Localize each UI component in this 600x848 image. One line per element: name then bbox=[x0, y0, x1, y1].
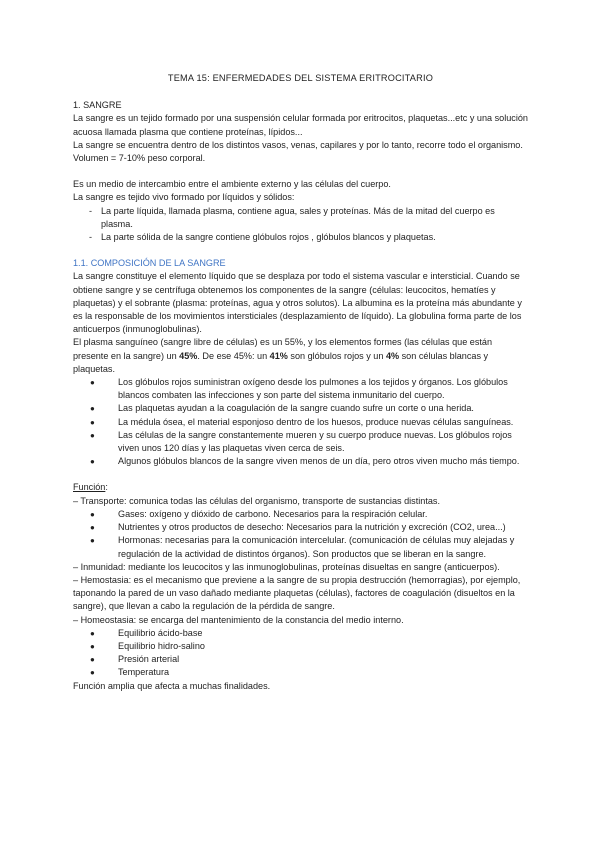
bullet-marker: ● bbox=[90, 430, 95, 440]
document-title: TEMA 15: ENFERMEDADES DEL SISTEMA ERITROCITARIO bbox=[167, 73, 434, 83]
bullet-marker: ● bbox=[90, 668, 95, 678]
bullet-marker: ● bbox=[90, 523, 95, 533]
paragraph-transporte: – Transporte: comunica todas las células del organismo, transporte de sustancias distintas. bbox=[73, 495, 440, 506]
list-item: ● Presión arterial bbox=[73, 653, 528, 666]
bullet-marker: ● bbox=[90, 641, 95, 651]
bullet-marker: ● bbox=[90, 404, 95, 414]
list-item: ● Temperatura bbox=[73, 666, 528, 679]
list-item: ● Nutrientes y otros productos de desecho: Necesarios para la nutrición y excreción (CO2, urea...) bbox=[73, 521, 528, 534]
section-heading-composicion: 1.1. COMPOSICIÓN DE LA SANGRE bbox=[73, 258, 226, 269]
list-item: ● Las células de la sangre constantemente mueren y su cuerpo produce nuevas. Los glóbulos rojos viven unos 120 días y las plaquetas viven cerca de seis. bbox=[90, 429, 512, 454]
paragraph: El plasma sanguíneo (sangre libre de células) es un 55%, y los elementos formes (las células que están presente en la sangre) un 45%. De ese 45%: un 41% son glóbulos rojos y un 4% son células blancas y plaquetas. bbox=[73, 337, 493, 374]
paragraph: La sangre es tejido vivo formado por líquidos y sólidos: bbox=[73, 192, 295, 203]
bullet-marker: ● bbox=[90, 509, 95, 519]
bullet-list bbox=[73, 627, 528, 680]
bullet-list bbox=[73, 508, 528, 561]
bullet-marker: ● bbox=[90, 655, 95, 665]
list-item: ● Hormonas: necesarias para la comunicación intercelular. (comunicación de células muy alejadas y regulación de la actividad de distintos órganos). Son productos que se liberan en la sangre. bbox=[90, 535, 515, 559]
paragraph: La sangre constituye el elemento líquido que se desplaza por todo el sistema vascular e intersticial. Cuando se obtiene sangre y se centrífuga obtenemos los componentes de la sangre (células: leucocitos, hematíes y plaquetas) y el sobrante (plasma: proteínas, agua y otros solutos). La albumina es la proteína más abundante y es la responsable de los movimientos intersticiales (desplazamiento de líquido). La globulina forma parte de los anticuerpos (inmunoglobulinas). bbox=[73, 271, 522, 335]
paragraph-closing: Función amplia que afecta a muchas finalidades. bbox=[73, 680, 271, 691]
list-item: - La parte sólida de la sangre contiene glóbulos rojos , glóbulos blancos y plaquetas. bbox=[73, 231, 528, 244]
section-heading-sangre: 1. SANGRE bbox=[73, 100, 122, 111]
bullet-list bbox=[73, 376, 528, 468]
list-item: - La parte líquida, llamada plasma, contiene agua, sales y proteínas. Más de la mitad del cuerpo es plasma. bbox=[89, 205, 495, 229]
list-item: ● Gases: oxígeno y dióxido de carbono. Necesarios para la respiración celular. bbox=[73, 508, 528, 521]
paragraph: La sangre se encuentra dentro de los distintos vasos, venas, capilares y por lo tanto, recorre todo el organismo. Volumen = 7-10% peso corporal. bbox=[73, 139, 523, 164]
list-item: ● Los glóbulos rojos suministran oxígeno desde los pulmones a los tejidos y órganos. Los glóbulos blancos combaten las infecciones y son parte del sistema inmunitario del cuerpo. bbox=[90, 377, 508, 401]
bullet-marker: ● bbox=[90, 536, 95, 546]
document-body bbox=[73, 72, 528, 693]
list-item: ● Equilibrio ácido-base bbox=[73, 627, 528, 640]
bullet-marker: ● bbox=[90, 457, 95, 467]
paragraph: La sangre es un tejido formado por una suspensión celular formada por eritrocitos, plaquetas...etc y una solución acuosa llamada plasma que contiene proteínas, lípidos... bbox=[73, 113, 528, 137]
bullet-marker: ● bbox=[90, 378, 95, 388]
list-item: ● Equilibrio hidro-salino bbox=[73, 640, 528, 653]
list-item: ● Las plaquetas ayudan a la coagulación de la sangre cuando sufre un corte o una herida. bbox=[73, 402, 528, 415]
paragraph-homeostasia: – Homeostasia: se encarga del mantenimiento de la constancia del medio interno. bbox=[73, 614, 404, 625]
paragraph: Es un medio de intercambio entre el ambiente externo y las células del cuerpo. bbox=[73, 179, 391, 190]
bullet-marker: ● bbox=[90, 628, 95, 638]
dash-marker: - bbox=[89, 232, 93, 243]
funcion-heading: Función: bbox=[73, 482, 108, 493]
paragraph-inmunidad: – Inmunidad: mediante los leucocitos y las inmunoglobulinas, proteínas disueltas en sangre (anticuerpos). bbox=[73, 561, 500, 572]
dash-list bbox=[73, 205, 528, 245]
list-item: ● La médula ósea, el material esponjoso dentro de los huesos, produce nuevas células sanguíneas. bbox=[73, 416, 528, 429]
paragraph-hemostasia: – Hemostasia: es el mecanismo que previene a la sangre de su propia destrucción (hemorragias), por ejemplo, taponando la pared de un vaso dañado mediante plaquetas (células), factores de coagulación (disueltos en la sangre), que llevan a cabo la regulación de la pérdida de sangre. bbox=[73, 574, 521, 612]
bullet-marker: ● bbox=[90, 417, 95, 427]
dash-marker: - bbox=[89, 205, 93, 216]
list-item: ● Algunos glóbulos blancos de la sangre viven menos de un día, pero otros viven mucho más tiempo. bbox=[73, 455, 528, 468]
